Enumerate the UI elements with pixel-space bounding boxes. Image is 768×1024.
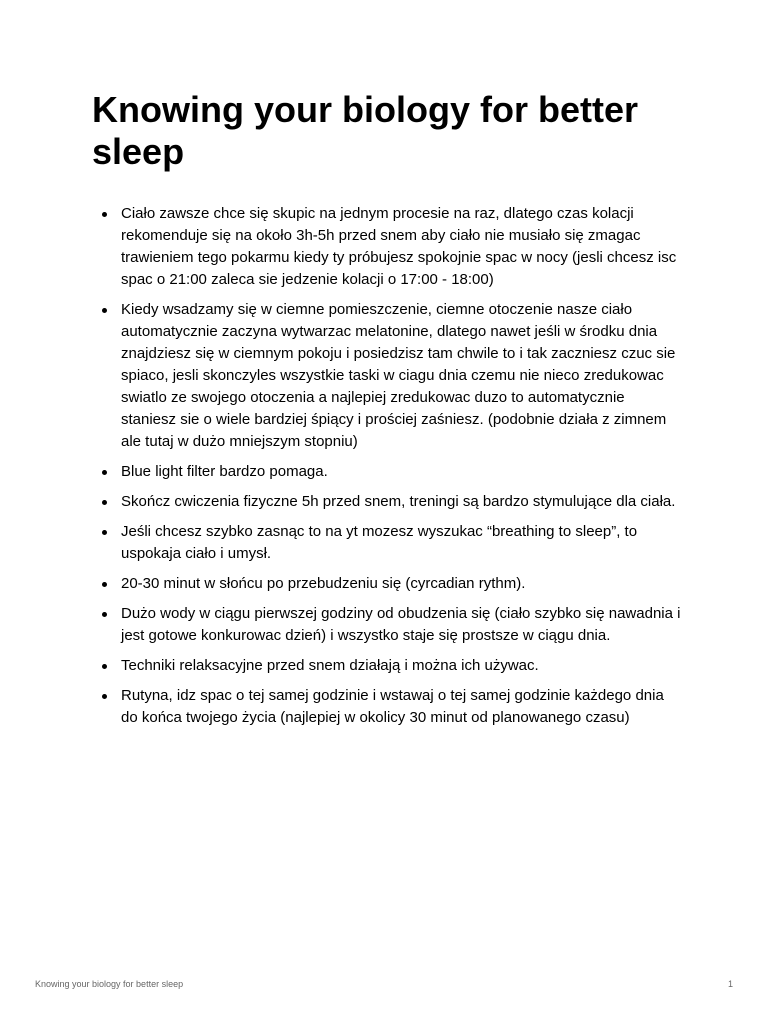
list-item-text: 20-30 minut w słońcu po przebudzeniu się (cyrcadian rythm). [121,575,526,592]
bullet-icon [102,664,107,669]
list-item [92,491,682,513]
list-item [92,573,682,595]
bullet-icon [102,694,107,699]
list-item-text: Jeśli chcesz szybko zasnąc to na yt mozesz wyszukac “breathing to sleep”, to uspokaja ciało i umysł. [121,523,638,562]
list-item-text: Dużo wody w ciągu pierwszej godziny od obudzenia się (ciało szybko się nawadnia i jest gotowe konkurowac dzień) i wszystko staje się prostsze w ciągu dnia. [121,605,681,644]
page-title: Knowing your biology for better sleep [92,89,638,172]
list-item [92,299,682,453]
list-item-text: Blue light filter bardzo pomaga. [121,463,328,480]
bullet-icon [102,612,107,617]
bullet-icon [102,212,107,217]
list-item-text: Rutyna, idz spac o tej samej godzinie i wstawaj o tej samej godzinie każdego dnia do końca twojego życia (najlepiej w okolicy 30 minut od planowanego czasu) [121,687,664,726]
bullet-list [92,203,682,737]
footer-page-number: 1 [727,979,733,989]
list-item-text: Skończ cwiczenia fizyczne 5h przed snem, treningi są bardzo stymulujące dla ciała. [121,493,676,510]
bullet-icon [102,500,107,505]
list-item [92,203,682,291]
list-item [92,461,682,483]
list-item [92,655,682,677]
list-item-text: Techniki relaksacyjne przed snem działają i można ich używac. [121,657,539,674]
bullet-icon [102,470,107,475]
bullet-icon [102,308,107,313]
list-item-text: Ciało zawsze chce się skupic na jednym procesie na raz, dlatego czas kolacji rekomenduje się na około 3h-5h przed snem aby ciało nie musiało się zmagac trawieniem tego pokarmu kiedy ty próbujesz spokojnie spac w nocy (jesli chcesz isc spac o 21:00 zaleca sie jedzenie kolacji o 17:00 - 18:00) [121,205,677,288]
list-item [92,685,682,729]
list-item-text: Kiedy wsadzamy się w ciemne pomieszczenie, ciemne otoczenie nasze ciało automatycznie zaczyna wytwarzac melatonine, dlatego nawet jeśli w środku dnia znajdziesz się w ciemnym pokoju i posiedzisz tam chwile to i tak zaczniesz czuc sie spiaco, jesli skonczyles wszystkie taski w ciagu dnia czemu nie nieco zredukowac swiatlo ze swojego otoczenia a najlepiej zredukowac duzo to automatycznie staniesz sie o wiele bardziej śpiący i prościej zaśniesz. (podobnie działa z zimnem ale tutaj w dużo mniejszym stopniu) [121,301,676,450]
bullet-icon [102,582,107,587]
list-item [92,521,682,565]
list-item [92,603,682,647]
footer-document-title: Knowing your biology for better sleep [35,979,184,989]
bullet-icon [102,530,107,535]
